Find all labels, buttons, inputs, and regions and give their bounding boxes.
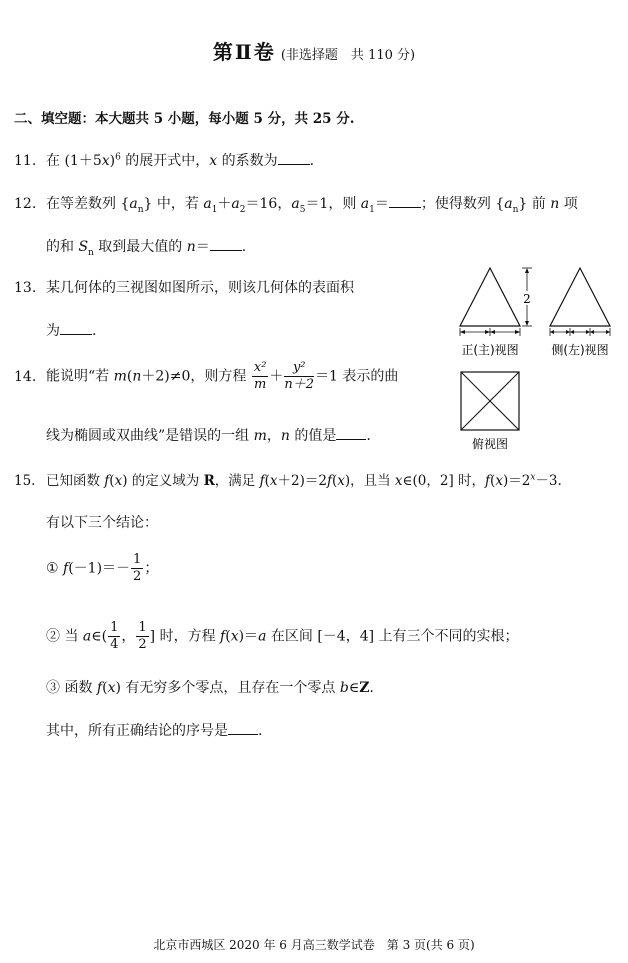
q12-var-a2: a (231, 196, 240, 212)
q15-c2-fraction-2 (136, 620, 148, 653)
q14-text-c: ＋2)≠0，则方程 (141, 368, 251, 385)
q14-var-m: m (113, 368, 127, 385)
q15-text-a: 已知函数 (46, 473, 105, 489)
q15-c3-var-b: b (339, 680, 349, 696)
q15-set-R: R (203, 473, 215, 489)
q15-c2-var-a: a (82, 628, 92, 645)
q11-exponent: 6 (115, 152, 121, 163)
q15-text-c: ) 的定义域为 (122, 473, 204, 489)
q15-c2-frac1-denominator: 4 (110, 637, 119, 652)
q15-text-n: )＝2 (502, 473, 531, 489)
q15-number: 15. (14, 473, 36, 489)
q12-text-b: } 中，若 (143, 196, 204, 212)
q15-c2-fraction-1 (108, 620, 120, 653)
q12-answer-blank-1[interactable] (389, 207, 421, 208)
q15-c3-text-b: ( (102, 680, 108, 696)
q12-text-e: ＝ (374, 196, 389, 212)
q12-var-a: a (129, 196, 138, 212)
q14-text-b: ( (126, 368, 133, 385)
q15-var-f4: f (485, 473, 491, 489)
q11-number: 11. (14, 153, 37, 169)
q12-text-g: } 前 (518, 196, 551, 212)
q15-c2-frac2-numerator: 1 (138, 620, 147, 635)
front-arrow-2 (485, 330, 490, 334)
q12-var-S: S (78, 239, 89, 255)
q14-fraction-y (284, 360, 314, 393)
q15-var-x3: x (337, 473, 345, 489)
q12-sub-1: 1 (211, 204, 218, 215)
section-title (0, 36, 628, 65)
q13-text-line-2: 为 (46, 323, 60, 339)
q12-var-a5: a (291, 196, 300, 212)
side-view-caption: 侧(左)视图 (551, 343, 609, 357)
q14-l2-text-b: ， (266, 428, 281, 444)
q15-var-x: x (114, 473, 123, 489)
q12-l2-end: . (241, 239, 247, 255)
side-arrow-6 (606, 330, 610, 334)
q14-var-n2: n (280, 428, 290, 444)
q15-var-f2: f (259, 473, 265, 489)
q15-c3-label: ③ 函数 (46, 680, 97, 696)
q15-text-k: )，且当 (344, 473, 395, 489)
q14-end: . (366, 428, 371, 444)
q15-text-m: ( (490, 473, 496, 489)
q14-var-n: n (132, 368, 142, 385)
q12-l2-text-b: 取到最大值的 (93, 239, 187, 255)
q14-text-d: ＝1 表示的曲 (315, 368, 399, 385)
question-13-line-2 (46, 320, 96, 340)
q11-text-d: 的系数为 (217, 153, 278, 169)
q15-text-b: ( (109, 473, 115, 489)
q15-c1-text-b: (－1)＝－ (68, 560, 131, 577)
q15-final-line (46, 720, 262, 740)
q15-final-end: . (258, 723, 263, 739)
q15-text-l: ∈(0，2] 时， (402, 473, 486, 489)
height-arrow-up (525, 268, 529, 273)
q15-var-x2: x (269, 473, 278, 489)
q15-c2-text-d: ( (225, 628, 231, 645)
q15-text-d: ，满足 (214, 473, 260, 489)
side-arrow-4 (586, 330, 590, 334)
q11-text-a: 在 (1＋5 (46, 153, 102, 169)
q12-l2-text-a: 的和 (46, 239, 79, 255)
q15-c2-var-x: x (230, 628, 239, 645)
q12-text-d: ＝1，则 (305, 196, 361, 212)
q13-end: . (92, 323, 97, 339)
question-14 (14, 360, 398, 393)
side-view-triangle (550, 268, 610, 326)
q11-end: . (309, 153, 315, 169)
q12-text-f: ；使得数列 { (420, 196, 505, 212)
front-view-caption: 正(主)视图 (461, 343, 519, 357)
q12-answer-blank-2[interactable] (210, 250, 242, 251)
q15-var-x4: x (394, 473, 403, 489)
q14-plus: ＋ (269, 368, 284, 385)
q12-l2-text-c: ＝ (195, 239, 210, 255)
side-arrow-3 (570, 330, 574, 334)
q15-text-o: －3. (535, 473, 562, 489)
q15-c2-frac1-numerator: 1 (110, 620, 119, 635)
q14-frac1-numerator: x² (253, 360, 267, 375)
q14-number: 14. (14, 368, 37, 385)
q15-c3-text-d: ∈ (348, 680, 360, 696)
q12-number: 12. (14, 196, 37, 212)
q14-l2-text-c: 的值是 (289, 428, 337, 444)
q15-c2-var-a2: a (258, 628, 267, 645)
q15-c1-text-c: ； (144, 560, 159, 577)
q12-var-a1b: a (360, 196, 370, 212)
side-arrow-1 (550, 330, 554, 334)
q14-text-a: 能说明“若 (46, 368, 114, 385)
q14-frac2-numerator: y² (284, 360, 314, 377)
q12-text-a: 在等差数列 { (46, 196, 130, 212)
question-13 (14, 277, 354, 297)
q12-sub-1b: 1 (369, 204, 375, 215)
q15-answer-blank[interactable] (228, 734, 258, 735)
q12-plus: ＋ (217, 196, 232, 212)
q14-frac2-denominator: n＋2 (284, 377, 315, 392)
q15-var-f3: f (326, 473, 332, 489)
q15-c2-text-c: ] 时，方程 (149, 628, 221, 645)
q11-var-x: x (101, 153, 110, 169)
q12-sub-n2: n (512, 204, 519, 215)
q15-c2-frac2-denominator: 2 (138, 637, 147, 652)
q12-var-an2: a (504, 196, 513, 212)
q14-var-m2: m (253, 428, 267, 444)
three-view-figure (450, 262, 622, 462)
side-arrow-2 (566, 330, 570, 334)
q12-var-n3: n (186, 239, 196, 255)
q15-c1-numerator: 1 (133, 552, 142, 567)
q11-text-c: 的展开式中， (120, 153, 210, 169)
q12-sub-5: 5 (299, 204, 306, 215)
q13-text-line-1: 某几何体的三视图如图所示，则该几何体的表面积 (46, 280, 354, 296)
q15-final-text: 其中，所有正确结论的序号是 (46, 723, 228, 739)
q15-exponent-x: x (530, 472, 536, 483)
q12-sub-Sn: n (88, 247, 94, 258)
question-14-line-2 (46, 425, 371, 445)
q15-conclusion-3 (46, 677, 374, 697)
q15-var-f: f (104, 473, 110, 489)
q15-c3-text-c: ) 有无穷多个零点，且存在一个零点 (115, 680, 340, 696)
volume-title: 第Ⅱ卷 (212, 40, 276, 64)
q15-conclusion-1 (46, 552, 158, 585)
q15-var-x5: x (495, 473, 503, 489)
side-arrow-5 (590, 330, 594, 334)
q15-conclusion-2 (46, 620, 519, 653)
q15-c2-text-b: ∈( (91, 628, 108, 645)
question-12 (14, 193, 578, 215)
section-heading: 二、填空题：本大题共 5 小题，每小题 5 分，共 25 分. (14, 111, 355, 127)
q13-answer-blank[interactable] (60, 334, 92, 335)
q15-c2-text-g: 在区间 [－4，4] 上有三个不同的实根； (266, 628, 519, 645)
question-11 (14, 150, 314, 170)
q15-c1-fraction (131, 552, 143, 585)
q15-c3-var-f: f (96, 680, 103, 696)
q12-sub-n: n (137, 204, 144, 215)
q12-var-a1: a (203, 196, 212, 212)
q14-frac1-denominator: m (253, 377, 267, 392)
volume-subtitle: (非选择题 共 110 分) (280, 48, 416, 63)
q15-c1-label: ① (46, 560, 64, 577)
q15-c2-comma: ， (121, 628, 136, 645)
q11-var-x2: x (209, 153, 218, 169)
q14-fraction-x (252, 360, 269, 393)
height-label: 2 (523, 292, 531, 306)
front-arrow-3 (490, 330, 495, 334)
q15-c3-text-e: . (369, 680, 374, 696)
q15-c2-var-f: f (220, 628, 226, 645)
q15-c3-var-x: x (107, 680, 116, 696)
q15-c1-var-f: f (63, 560, 69, 577)
q15-text-g: ＋2)＝2 (277, 473, 327, 489)
top-view-caption: 俯视图 (471, 437, 509, 451)
q15-c2-text-e: )＝ (238, 628, 259, 645)
q13-number: 13. (14, 280, 37, 296)
front-view-triangle (460, 268, 520, 326)
question-12-line-2 (46, 236, 246, 258)
q14-answer-blank[interactable] (336, 439, 366, 440)
page-footer: 北京市西城区 2020 年 6 月高三数学试卷 第 3 页(共 6 页) (153, 938, 475, 952)
q12-text-c: ＝16， (245, 196, 292, 212)
height-arrow-down (525, 321, 529, 326)
q11-answer-blank[interactable] (278, 164, 310, 165)
q15-text-e: ( (264, 473, 270, 489)
q15-text-h: ( (331, 473, 338, 489)
q12-text-h: 项 (559, 196, 578, 212)
question-15-intro: 有以下三个结论： (46, 515, 158, 531)
q15-c1-denominator: 2 (133, 569, 142, 584)
front-arrow-4 (515, 330, 520, 334)
front-arrow-1 (460, 330, 465, 334)
q15-c2-label: ② 当 (46, 628, 83, 645)
q11-text-b: ) (109, 153, 116, 169)
question-15 (14, 469, 562, 489)
q12-sub-2: 2 (239, 204, 246, 215)
q15-c3-set-Z: Z (359, 680, 370, 696)
q14-l2-text-a: 线为椭圆或双曲线”是错误的一组 (46, 428, 254, 444)
q12-var-n: n (550, 196, 560, 212)
